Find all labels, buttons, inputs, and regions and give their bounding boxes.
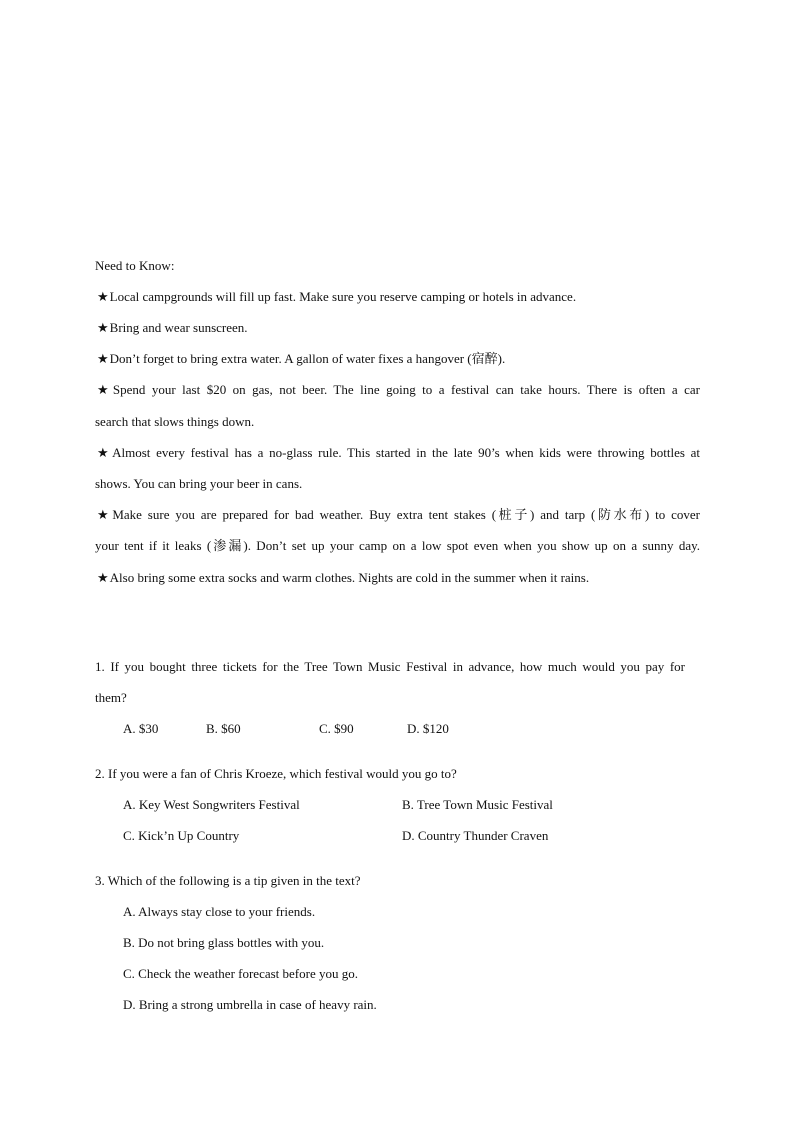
star-icon: ★ bbox=[97, 382, 112, 397]
question-stem: 3. Which of the following is a tip given in the text? bbox=[95, 873, 361, 888]
option-b: B. Do not bring glass bottles with you. bbox=[123, 935, 325, 950]
tip-item bbox=[97, 507, 700, 523]
tip-item bbox=[97, 320, 248, 336]
tip-text: Spend your last $20 on gas, not beer. The line going to a festival can take hours. There is often a car bbox=[112, 382, 700, 397]
option-d: D. Country Thunder Craven bbox=[402, 828, 549, 843]
tip-continuation: search that slows things down. bbox=[95, 414, 255, 429]
option-c: C. $90 bbox=[319, 721, 354, 736]
section-heading: Need to Know: bbox=[95, 258, 175, 273]
question-stem: 2. If you were a fan of Chris Kroeze, which festival would you go to? bbox=[95, 766, 457, 781]
star-icon: ★ bbox=[97, 320, 109, 335]
option-b: B. Tree Town Music Festival bbox=[402, 797, 553, 812]
option-a: A. Always stay close to your friends. bbox=[123, 904, 316, 919]
tip-continuation: your tent if it leaks (渗漏). Don’t set up your camp on a low spot even when you show up on a sunny day. bbox=[95, 538, 700, 553]
question-stem: 1. If you bought three tickets for the Tree Town Music Festival in advance, how much would you pay for bbox=[95, 659, 685, 674]
tip-text: Local campgrounds will fill up fast. Make sure you reserve camping or hotels in advance. bbox=[109, 289, 577, 304]
tip-text: Don’t forget to bring extra water. A gallon of water fixes a hangover (宿醉). bbox=[109, 351, 506, 366]
star-icon: ★ bbox=[97, 507, 112, 522]
option-a: A. Key West Songwriters Festival bbox=[123, 797, 300, 812]
tip-text: Also bring some extra socks and warm clothes. Nights are cold in the summer when it rains. bbox=[109, 570, 590, 585]
question-stem-continuation: them? bbox=[95, 690, 127, 705]
option-d: D. Bring a strong umbrella in case of heavy rain. bbox=[123, 997, 377, 1012]
tip-text: Make sure you are prepared for bad weather. Buy extra tent stakes (桩子) and tarp (防水布) to cover bbox=[112, 507, 701, 522]
tip-continuation: shows. You can bring your beer in cans. bbox=[95, 476, 303, 491]
option-a: A. $30 bbox=[123, 721, 159, 736]
tip-item bbox=[97, 351, 505, 367]
star-icon: ★ bbox=[97, 570, 109, 585]
star-icon: ★ bbox=[97, 445, 112, 460]
star-icon: ★ bbox=[97, 351, 109, 366]
option-c: C. Kick’n Up Country bbox=[123, 828, 240, 843]
option-b: B. $60 bbox=[206, 721, 241, 736]
tip-text: Almost every festival has a no-glass rule. This started in the late 90’s when kids were throwing bottles at bbox=[112, 445, 700, 460]
option-d: D. $120 bbox=[407, 721, 449, 736]
star-icon: ★ bbox=[97, 289, 109, 304]
tip-item bbox=[97, 570, 589, 586]
tip-item bbox=[97, 382, 700, 398]
tip-item bbox=[97, 289, 576, 305]
option-c: C. Check the weather forecast before you go. bbox=[123, 966, 358, 981]
tip-text: Bring and wear sunscreen. bbox=[109, 320, 248, 335]
tip-item bbox=[97, 445, 700, 461]
